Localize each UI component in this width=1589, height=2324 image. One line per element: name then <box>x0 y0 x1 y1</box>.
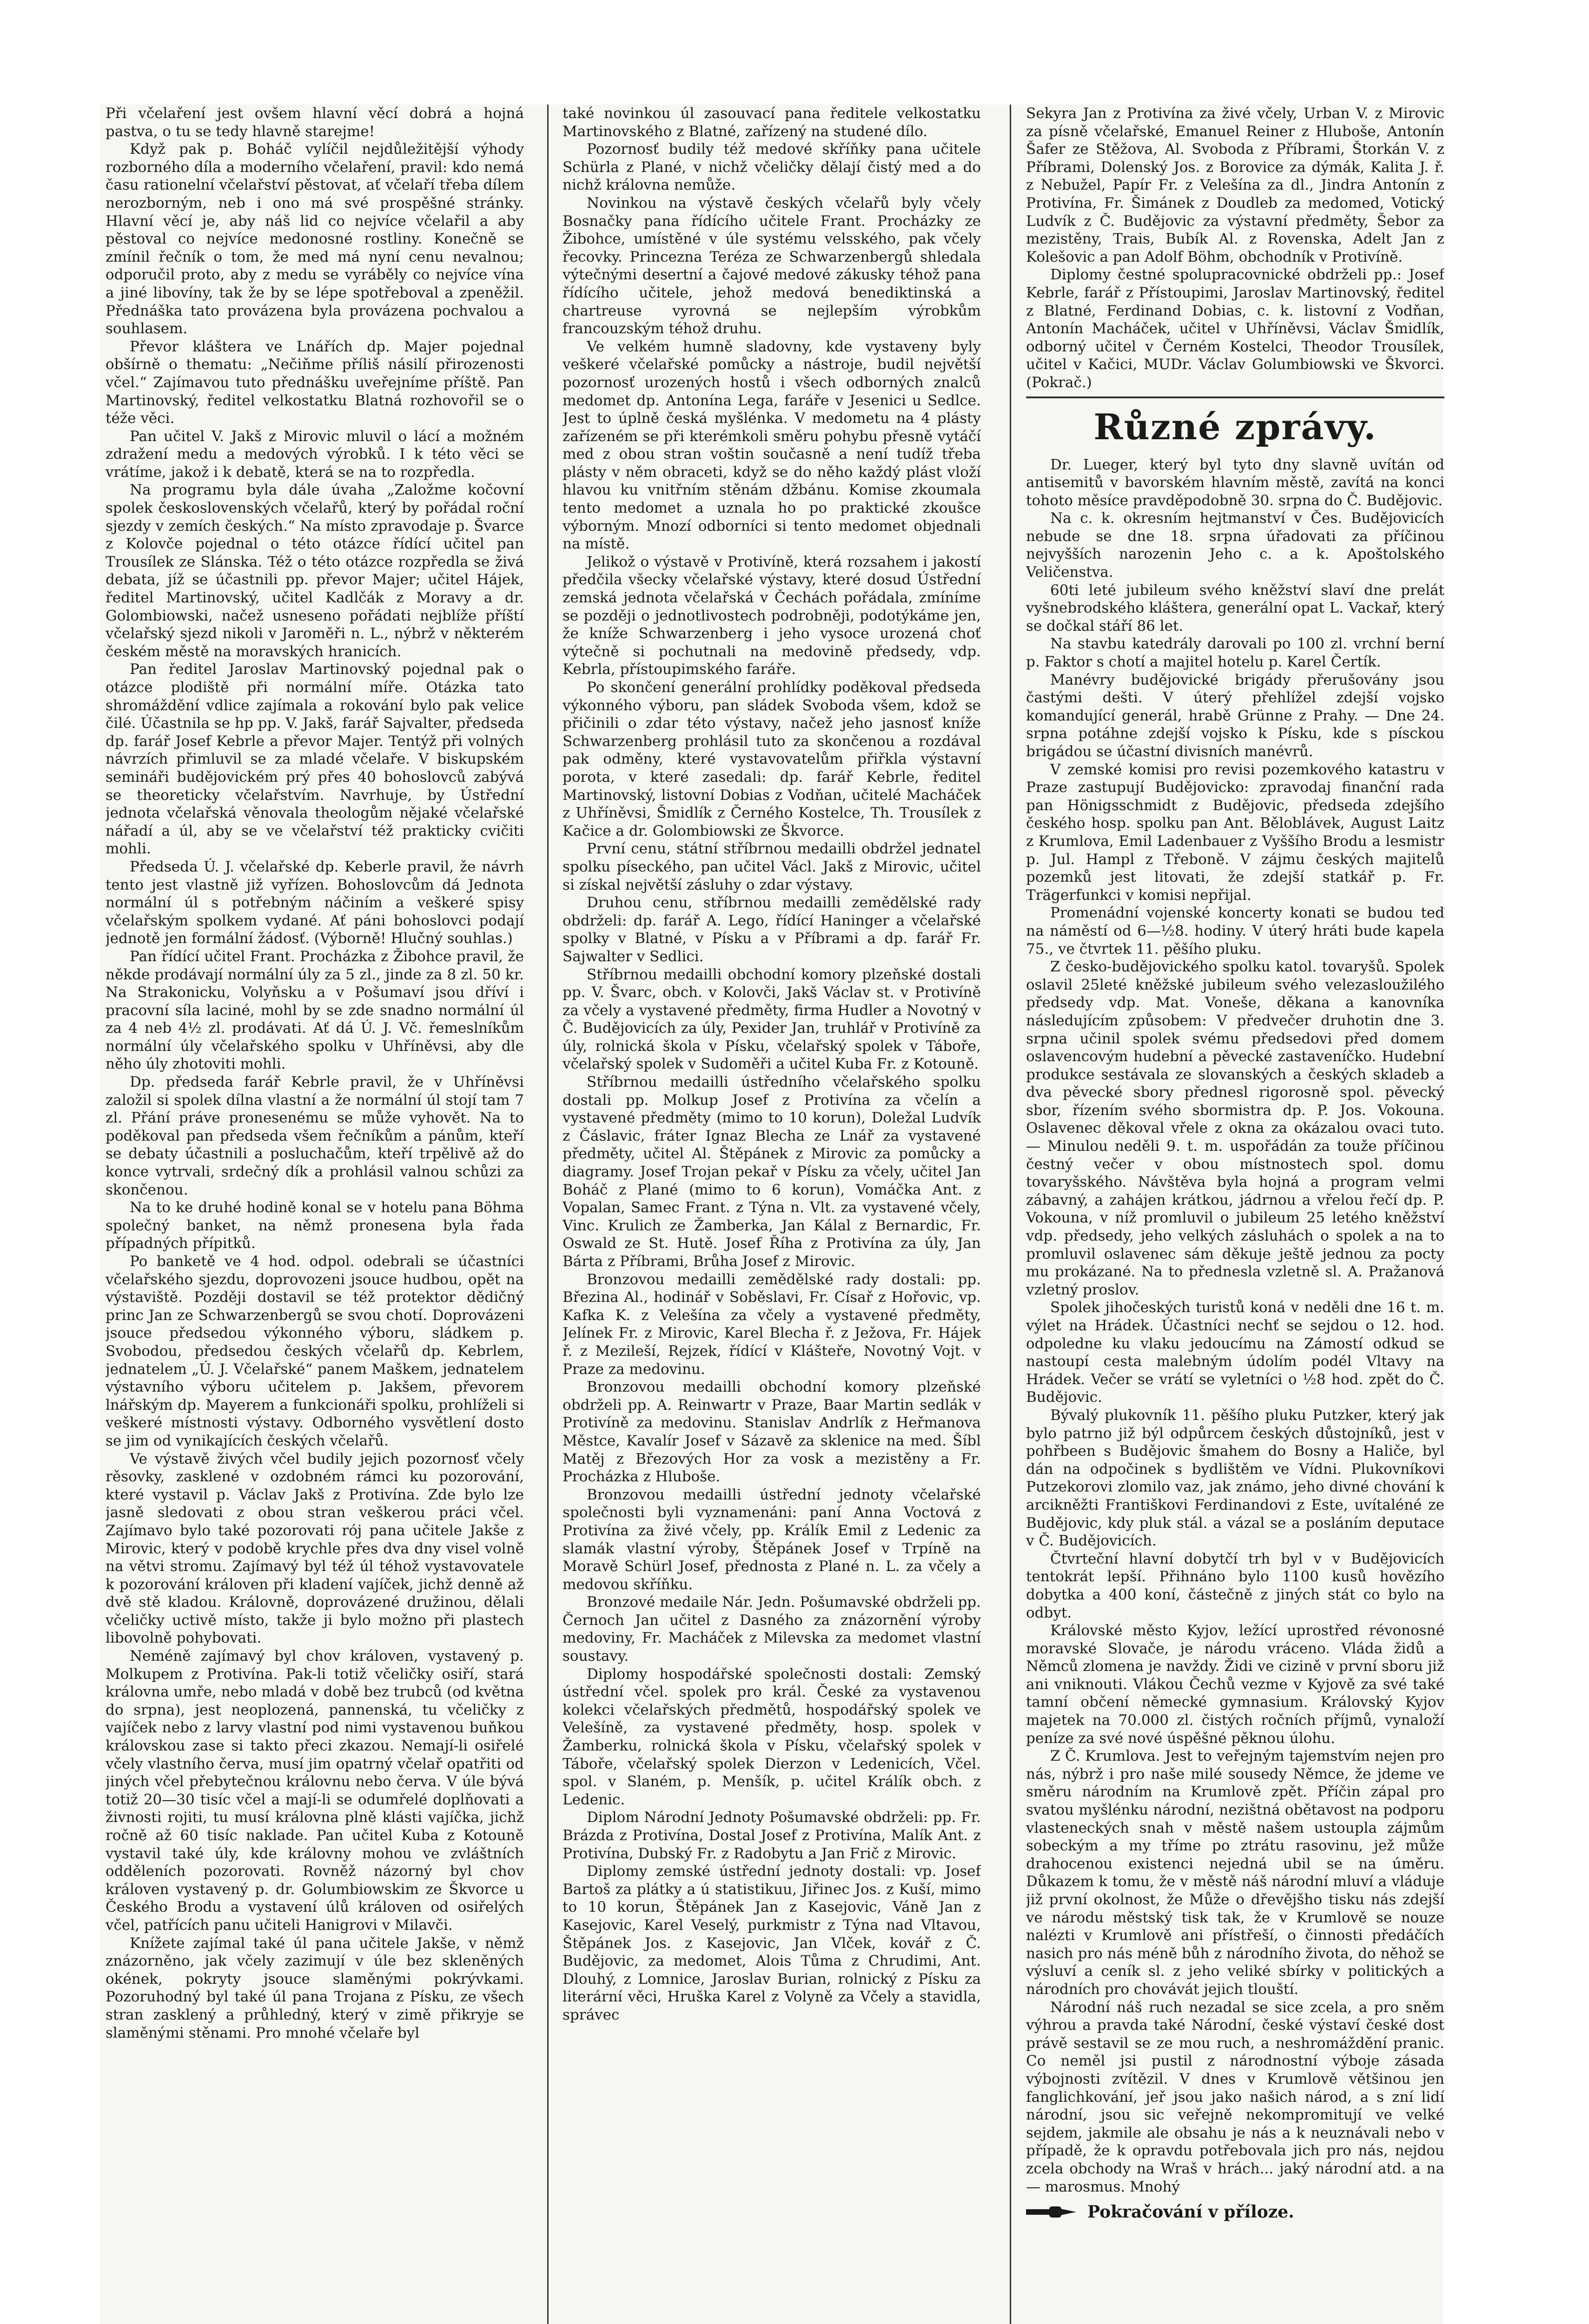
paragraph: Pan řídící učitel Frant. Procházka z Žibohce pravil, že někde prodávají normální úly za 5 zl., jinde za 8 zl. 50 kr. Na Strakonicku, Volyňsku a v Pošumaví jsou dříví i pracovní síla laciné, mohl by se zde snadno normální úl za 4 neb 4½ zl. prodávati. Ať dá Ú. J. Vč. řemeslníkům normální úly včelařského spolku v Uhříněvsi, aby dle něho úly zhotoviti mohli. <box>106 948 524 1073</box>
paragraph: Sekyra Jan z Protivína za živé včely, Urban V. z Mirovic za písně včelařské, Emanuel Reiner z Hluboše, Antonín Šafer ze Stěžova, Al. Svoboda z Příbrami, Štorkán V. z Příbrami, Dolenský Jos. z Borovice za dýmák, Kalita J. ř. z Nebužel, Papír Fr. z Velešína za dl., Jindra Antonín z Protivína, Fr. Šimánek z Doudleb za medomed, Votický Ludvík z Č. Budějovic za výstavní předměty, Šebor za mezistěny, Trais, Bubík Al. z Rovenska, Adelt Jan z Kolešovic a pan Adolf Böhm, obchodník v Protivíně. <box>1026 105 1444 265</box>
newspaper-page <box>100 105 1443 2324</box>
paragraph: První cenu, státní stříbrnou medailli obdržel jednatel spolku píseckého, pan učitel Václ. Jakš z Mirovic, učitel si získal největší zásluhy o zdar výstavy. <box>563 840 981 893</box>
paragraph: Bronzovou medailli ústřední jednoty včelařské společnosti byli vyznamenáni: paní Anna Voctová z Protivína za živé včely, pp. Králík Emil z Ledenic za slamák vlastní výroby, Štěpánek Josef v Trpíně na Moravě Schürl Josef, přednosta z Plané n. L. za včely a medovou skříňku. <box>563 1486 981 1593</box>
news-item: Z Č. Krumlova. Jest to veřejným tajemstvím nejen pro nás, nýbrž i pro naše milé sousedy Němce, že jdeme ve směru národním na Krumlově zpět. Příčin zápal pro svatou myšlénku národní, nezištná obětavost na podporu vlasteneckých snah v městě našem ustoupla zájmům sobeckým a my tříme po ztrátu rasovinu, jež může drahocenou existenci nejedná ubil se na úměru. Důkazem k tomu, že v městě náš národní mluví a vláduje již první okolnost, že Může o dřevějšho tisku nás zdejší ve národu městský tisk tak, že v Krumlově se nouze nalézti v Krumlově ani přístřeší, o činnosti předáčích nasich pro nás méně bůh z národního života, do něhož se výsluví a ceník sl. z jeho veliké sbírky v politických a národních pro chovávát jejich tlouští. <box>1026 1748 1444 1998</box>
paragraph: Předseda Ú. J. včelařské dp. Keberle pravil, že návrh tento jest vlastně již vyřízen. Bohoslovcům dá Jednota normální úl s potřebným náčiním a veškeré spisy včelařským spolkem vydané. Ať páni bohoslovci podají jednotě jen formální žádosť. (Výborně! Hlučný souhlas.) <box>106 858 524 947</box>
paragraph: Dp. předseda farář Kebrle pravil, že v Uhříněvsi založil si spolek dílna vlastní a že normální úl stojí tam 7 zl. Přání práve pronesenému se může vyhovět. Na to poděkoval pan předseda všem řečníkům a pánům, kteří se debaty účastnili a posluchačům, kteří trpělivě až do konce vytrvali, srdečný dík a prohlásil valnou schůzi za skončenou. <box>106 1074 524 1198</box>
paragraph: Pan ředitel Jaroslav Martinovský pojednal pak o otázce plodiště při normální míře. Otázka tato shromáždění vdlice zajímala a rokování bylo pak velice čilé. Účastnila se hp pp. V. Jakš, farář Sajvalter, předseda dp. farář Josef Kebrle a převor Majer. Tentýž při volných návrzích přimluvil se za mladé včelaře. V biskupském semináři budějovickém prý přes 40 bohoslovců zabývá se theoreticky včelařstvím. Navrhuje, by Ústřední jednota včelařská věnovala theologům nějaké včelařské nářadí a úl, aby se ve včelařství též prakticky cvičiti mohli. <box>106 661 524 858</box>
news-item: Na stavbu katedrály darovali po 100 zl. vrchní berní p. Faktor s chotí a majitel hotelu p. Karel Čertík. <box>1026 635 1444 671</box>
column-divider <box>1010 105 1011 2324</box>
paragraph: Bronzové medaile Nár. Jedn. Pošumavské obdrželi pp. Černoch Jan učitel z Dasného za znázornění výroby medoviny, Fr. Macháček z Milevska za medomet vlastní soustavy. <box>563 1594 981 1665</box>
paragraph: Stříbrnou medailli obchodní komory plzeňské dostali pp. V. Švarc, obch. v Kolovči, Jakš Václav st. v Protivíně za včely a vystavené předměty, firma Hudler a Novotný v Č. Budějovicích za úly, Pexider Jan, truhlář v Protivíně za úly, rolnická škola v Písku, včelařský spolek v Táboře, včelařský spolek v Sudoměři a učitel Kuba Fr. z Kotouně. <box>563 966 981 1073</box>
paragraph: Jelikož o výstavě v Protivíně, která rozsahem i jakostí předčila všecky včelařské výstavy, které dosud Ústřední zemská jednota včelařská v Čechách pořádala, zmíníme se později o jednotlivostech podrobněji, podotýkáme jen, že kníže Schwarzenberg i jeho vysoce urozená choť výtečně si pochutnali na medovině předsedy, vdp. Kebrla, přístoupimského faráře. <box>563 553 981 678</box>
paragraph: Bronzovou medailli zemědělské rady dostali: pp. Březina Al., hodinář v Soběslavi, Fr. Císař z Hořovic, vp. Kafka K. z Velešína za včely a vystavené předměty, Jelínek Fr. z Mirovic, Karel Blecha ř. z Ježova, Fr. Hájek ř. z Mezileší, Rejzek, řídící v Klášteře, Novotný Vojt. v Praze za medovinu. <box>563 1271 981 1378</box>
news-item: Na c. k. okresním hejtmanství v Čes. Budějovicích nebude se dne 18. srpna úřadovati za příčinou nejvyšších narozenin Jeho c. a k. Apoštolského Veličenstva. <box>1026 510 1444 581</box>
continuation-note <box>1026 2203 1444 2221</box>
paragraph: Novinkou na výstavě českých včelařů byly včely Bosnačky pana řídícího učitele Frant. Procházky ze Žibohce, umístěné v úle systému velsského, pak včely řecovky. Princezna Teréza ze Schwarzenbergů shledala výtečnými desertní a čajové medové zákusky téhož pana řídícího učitele, jehož medová benediktinská a chartreuse vyrovná se nejlepším výrobkům francouzským téhož druhu. <box>563 194 981 337</box>
paragraph: Diplomy hospodářské společnosti dostali: Zemský ústřední včel. spolek pro král. České za vystavenou kolekci včelařských předmětů, hospodářský spolek ve Velešíně, za vystavené předměty, hosp. spolek v Žamberku, rolnická škola v Písku, včelařský spolek v Táboře, včelařský spolek Dierzon v Ledenicích, Včel. spol. v Slaném, p. Menšík, p. učitel Králík obch. z Ledenic. <box>563 1665 981 1808</box>
paragraph: Diplomy zemské ústřední jednoty dostali: vp. Josef Bartoš za plátky a ú statistikuu, Jiřinec Jos. z Kuší, mimo to 10 korun, Štěpánek Jan z Kasejovic, Váně Jan z Kasejovic, Karel Veselý, purkmistr z Týna nad Vltavou, Štěpánek Jos. z Kasejovic, Jan Vlček, kovář z Č. Budějovic, za medomet, Alois Tůma z Chrudimi, Ant. Dlouhý, z Lomnice, Jaroslav Burian, rolnický z Písku za literární věci, Hruška Karel z Volyně za Včely a stavidla, správec <box>563 1863 981 2023</box>
paragraph: Po skončení generální prohlídky poděkoval předseda výkonného výboru, pan sládek Svoboda všem, kdož se přičinili o zdar této výstavy, načež jeho jasnosť kníže Schwarzenberg prohlásil tuto za skončenou a rozdával pak odměny, které vystavovatelům přiřkla výstavní porota, v které zasedali: dp. farář Kebrle, ředitel Martinovský, listovní Dobias z Vodňan, učitelé Macháček z Uhříněvsi, Šmidlík z Černého Kostelce, Th. Trousílek z Kačice a dr. Golombiowski ze Škvorce. <box>563 679 981 839</box>
paragraph: Diplomy čestné spolupracovnické obdrželi pp.: Josef Kebrle, farář z Přístoupimi, Jaroslav Martinovský, ředitel z Blatné, Ferdinand Dobias, c. k. listovní z Vodňan, Antonín Macháček, učitel v Uhříněvsi, Václav Šmidlík, odborný učitel v Černém Kostelci, Theodor Trousílek, učitel v Kačici, MUDr. Václav Golumbiowski ve Škvorci. (Pokrač.) <box>1026 266 1444 391</box>
paragraph: Diplom Národní Jednoty Pošumavské obdrželi: pp. Fr. Brázda z Protivína, Dostal Josef z Protivína, Malík Ant. z Protivína, Dubský Fr. z Radobytu a Jan Frič z Mirovic. <box>563 1809 981 1862</box>
column-right <box>1026 105 1444 2324</box>
paragraph: Na programu byla dále úvaha „Založme kočovní spolek československých včelařů, který by pořádal roční sjezdy v zemích českých.“ Na místo zpravodaje p. Švarce z Kolovče pojednal o této otázce řídící učitel pan Trousílek ze Slánska. Též o této otázce rozpředla se živá debata, jíž se účastnili pp. převor Majer; učitel Hájek, ředitel Martinovský, učitel Kadlčák z Moravy a dr. Golombiowski, načež usneseno pořádati nejblíže příští včelařský sjezd nikoli v Jaroměři n. L., nýbrž v některém českém městě na moravských hranicích. <box>106 482 524 660</box>
continuation-text: Pokračování v příloze. <box>1087 2202 1294 2222</box>
column-left <box>106 105 524 2324</box>
section-divider <box>1026 396 1444 398</box>
paragraph: Druhou cenu, stříbrnou medailli zemědělské rady obdrželi: dp. farář A. Lego, řídící Haninger a včelařské spolky v Blatné, v Písku a v Příbrami a dp. farář Fr. Sajwalter v Sedlici. <box>563 894 981 965</box>
news-item: Dr. Lueger, který byl tyto dny slavně uvítán od antisemitů v bavorském hlavním městě, zavítá na konci tohoto měsíce pravděpodobně 30. srpna do Č. Budějovic. <box>1026 456 1444 509</box>
paragraph: Neméně zajímavý byl chov královen, vystavený p. Molkupem z Protivína. Pak-li totiž včeličky osiří, stará královna umře, nebo mladá v době bez trubců (od května do srpna), jest neoplozená, pannenská, tu včeličky z vajíček nebo z larvy vlastní pod nimi vystavenou buňkou královskou zase si takto přeci zkazou. Nemají-li osiřelé včely vlastního červa, musí jim opatrný včelař opatřiti od jiných včel přebytečnou královnu nebo červa. V úle bývá totiž 20—30 tisíc včel a mají-li se odumřelé doplňovati a živnosti rojiti, tu musí královna plně klásti vajíčka, jichž ročně až 60 tisíc naklade. Pan učitel Kuba z Kotouně vystavil také úly, kde královny mohou ve zvláštních odděleních pozorovati. Rovněž názorný byl chov královen vystavený p. dr. Golumbiowskim ze Škvorce u Českého Brodu a vystavení úlů královen od osiřelých včel, patřících panu učiteli Hanigrovi v Milavči. <box>106 1648 524 1934</box>
news-item: Čtvrteční hlavní dobytčí trh byl v v Budějovicích tentokrát lepší. Přihnáno bylo 1100 kusů hovězího dobytka a 400 koní, částečně z jiných stát co bylo na odbyt. <box>1026 1550 1444 1621</box>
news-item: Královské město Kyjov, ležící uprostřed révonosné moravské Slovače, je národu vráceno. Vláda židů a Němců zlomena je navždy. Židi ve cizině v první sboru již ani vniknouti. Vlákou Čechů vezme v Kyjově za své také tamní občení německé gymnasium. Královský Kyjov majetek na 70.000 zl. čistých ročních příjmů, vynaloží peníze za své nové úspěšné pěknou úlohu. <box>1026 1622 1444 1747</box>
paragraph: Na to ke druhé hodině konal se v hotelu pana Böhma společný banket, na němž pronesena byla řada případných přípitků. <box>106 1199 524 1252</box>
paragraph: Pan učitel V. Jakš z Mirovic mluvil o lácí a možném zdražení medu a medových výrobků. I k této věci se vrátíme, jakož i k debatě, která se na to rozpředla. <box>106 428 524 481</box>
paragraph: Knížete zajímal také úl pana učitele Jakše, v němž znázorněno, jak včely zazimují v úle bez skleněných okének, pokryty jsouce slaměnými pokrývkami. Pozoruhodný byl také úl pana Trojana z Písku, ze všech stran zasklený a průhledný, který v zimě přikryje se slaměnými stěnami. Pro mnohé včelaře byl <box>106 1934 524 2041</box>
paragraph: Pozornosť budily též medové skříňky pana učitele Schürla z Plané, v nichž včeličky dělají čistý med a do nichž královna nemůže. <box>563 141 981 194</box>
paragraph: Při včelaření jest ovšem hlavní věcí dobrá a hojná pastva, o tu se tedy hlavně starejme! <box>106 105 524 140</box>
news-item: Promenádní vojenské koncerty konati se budou teď na náměstí od 6—½8. hodiny. V úterý hráti bude kapela 75., ve čtvrtek 11. pěšího pluku. <box>1026 905 1444 957</box>
news-item: Bývalý plukovník 11. pěšího pluku Putzker, který jak bylo patrno již býl odpůrcem českých důstojníků, jest v pohřbeen s Budějovic šmahem do Bosny a Haliče, byl dán na odpočinek s bydlištěm ve Vídni. Plukovníkovi Putzekorovi zlomilo vaz, jak známo, jeho divné chování k arcikněžti Františkovi Ferdinandovi z Este, uvítaléné ze Budějovic, kdy pluk stál. a vázal se a posláním deputace v Č. Budějovicích. <box>1026 1406 1444 1550</box>
paragraph: Ve výstavě živých včel budily jejich pozornosť včely rěsovky, zasklené v ozdobném rámci ku pozorování, které vystavil p. Václav Jakš z Protivína. Zde bylo lze jasně sledovati z obou stran veškerou práci včel. Zajímavo bylo také pozorovati rój pana učitele Jakše z Mirovic, který v podobě krychle přes dva dny visel volně na větvi stromu. Zajímavý byl též úl téhož vystavovatele k pozorování královen při kladení vajíček, jichž denně až dvě stě kladou. Královně, doprovázené družinou, dělali včeličky uctivě místo, takže ji bylo možno při plastech libovolně pohybovati. <box>106 1450 524 1647</box>
paragraph: také novinkou úl zasouvací pana ředitele velkostatku Martinovského z Blatné, zařízený na studené dílo. <box>563 105 981 140</box>
news-item: V zemské komisi pro revisi pozemkového katastru v Praze zastupují Budějovicko: zpravodaj finanční rada pan Hönigsschmidt z Budějovic, předseda zdejšího českého hosp. spolku pan Ant. Běloblávek, August Laitz z Krumlova, Emil Ladenbauer z Vyššího Brodu a lesmistr p. Jul. Hampl z Třeboně. V zájmu českých majitelů pozemků jest litovati, že zdejší statkář p. Fr. Trägerfunkci v komisi nepřijal. <box>1026 761 1444 904</box>
paragraph: Ve velkém humně sladovny, kde vystaveny byly veškeré včelařské pomůcky a nástroje, budil největší pozornosť urozených hostů i všech odborných znalců medomet dp. Antonína Lega, faráře v Jesenici u Sedlce. Jest to úplně česká myšlénka. V medometu na 4 plásty zařízeném se při kterémkoli směru pohybu přesně vytáčí med z obou stran voštin současně a není tudíž třeba plásty v něm obraceti, když se do něho každý plást vloží hlavou ku vnitřním stěnám džbánu. Komise zkoumala tento medomet a uznala ho po praktické zkoušce výborným. Mnozí odborníci si tento medomet objednali na místě. <box>563 338 981 553</box>
pointing-hand-icon <box>1026 2205 1077 2219</box>
paragraph: Po banketě ve 4 hod. odpol. odebrali se účastníci včelařského sjezdu, doprovozeni jsouce hudbou, opět na výstaviště. Později dostavil se též protektor dědičný princ Jan ze Schwarzenbergů se svou chotí. Doprovázeni jsouce předsedou výkonného výboru, sládkem p. Svobodou, předsedou českých včelařů dp. Kebrlem, jednatelem „Ú. J. Včelařské“ panem Maškem, jednatelem výstavního výboru učitelem p. Jakšem, převorem lnářským dp. Mayerem a funkcionáři spolku, prohlíželi si veškeré místnosti výstavy. Odborného vysvětlení dosto se jim od vynikajících českých včelařů. <box>106 1253 524 1449</box>
paragraph: Když pak p. Boháč vylíčil nejdůležitější výhody rozborného díla a moderního včelaření, pravil: kdo nemá času rationelní včelařství pěstovat, ať včelaří třeba dílem nerozborným, neb i ono má své prospěšné stránky. Hlavní věcí je, aby náš lid co nejvíce včelařil a aby pěstoval co nejvíce medonosné rostliny. Konečně se zmínil řečník o tom, že med má nyní cenu nevalnou; odporučil proto, aby z medu se vyráběly co nejvíce vína a jiné libovíny, tak že by se lépe spotřeboval a zpeněžil. Přednáška tato provázena byla provázena pochvalou a souhlasem. <box>106 141 524 337</box>
news-item: Manévry budějovické brigády přerušovány jsou častými dešti. V úterý přehlížel zdejší vojsko komandující generál, hrabě Grünne z Prahy. — Dne 24. srpna potáhne zdejší vojsko k Písku, kde s písckou brigádou se účastní divisních manévrů. <box>1026 671 1444 760</box>
paragraph: Převor kláštera ve Lnářích dp. Majer pojednal obšírně o thematu: „Nečiňme příliš násilí přirozenosti včel.“ Zajímavou tuto přednášku uveřejníme příště. Pan Martinovský, ředitel velkostatku Blatná rozhovořil se o téže věci. <box>106 338 524 427</box>
news-item: Z česko-budějovického spolku katol. tovaryšů. Spolek oslavil 25leté kněžské jubileum svého velezasloužilého předsedy vdp. Mat. Voneše, děkana a kanovníka následujícím způsobem: V předvečer druhotin dne 3. srpna učinil spolek svému předsedovi před domem oslavencovým hudební a pěvecké zastaveníčko. Hudební produkce sestávala ze slovanských a českých skladeb a dva pěvecké sbory přednesl rigorosně spol. pěvecký sbor, řízením svého sbormistra dp. P. Jos. Vokouna. Oslavenec děkoval vřele z okna za okázalou ovaci tuto. — Minulou neděli 9. t. m. uspořádán za touže příčinou čestný večer v obou místnostech spol. domu tovaryšského. Návštěva byla hojná a program velmi zábavný, a zahájen krátkou, jádrnou a vřelou řečí dp. P. Vokouna, v níž promluvil o jubileum 25 letého kněžství vdp. předsedy, jeho velkých zásluhách o spolek a na to promluvil oslavenec sám děkuje ještě jednou za pocty mu prokázané. Na to přednesla vzletně sl. A. Pražanová vzletný proslov. <box>1026 958 1444 1298</box>
paragraph: Bronzovou medailli obchodní komory plzeňské obdrželi pp. A. Reinwartr v Praze, Baar Martin sedlák v Protivíně za medovinu. Stanislav Andrlík z Heřmanova Městce, Kavalír Josef v Sázavě za sklenice na med. Šíbl Matěj z Březových Hor za vosk a mezistěny a Fr. Procházka z Hluboše. <box>563 1379 981 1486</box>
column-middle <box>563 105 981 2324</box>
news-item: Spolek jihočeských turistů koná v neděli dne 16 t. m. výlet na Hrádek. Účastníci nechť se sejdou o 12. hod. odpoledne ku vlaku jedoucímu na Zámostí odkud se nastoupí cesta malebným údolím podél Vltavy na Hrádek. Večer se vrátí se vyletníci o ½8 hod. zpět do Č. Budějovic. <box>1026 1299 1444 1406</box>
paragraph: Stříbrnou medailli ústředního včelařského spolku dostali pp. Molkup Josef z Protivína za včelín a vystavené předměty (mimo to 10 korun), Doležal Ludvík z Čáslavic, fráter Ignaz Blecha ze Lnář za vystavené předměty, učitel Al. Štěpánek z Mirovic za pomůcky a diagramy. Josef Trojan pekař v Písku za včely, učitel Jan Boháč z Plané (mimo to 6 korun), Vomáčka Ant. z Vopalan, Samec Frant. z Týna n. Vlt. za vystavené včely, Vinc. Krulich ze Žamberka, Jan Kálal z Bernardic, Fr. Oswald ze St. Hutě. Josef Říha z Protivína za úly, Jan Bárta z Příbrami, Brůha Josef z Mirovic. <box>563 1074 981 1270</box>
news-item: Národní náš ruch nezadal se sice zcela, a pro sněm výhrou a pravda také Národní, české výstaví české dost právě sestavil se ze mou ruch, a neshromáždění pranic. Co neměl jsi pustil z národnostní výboje zásada výbojnosti zvítězil. V dnes v Krumlově většinou jen fanglichkování, jeř jsou jako našich národ, a s zní lidí národní, jsou sic veřejně nekompromitují ve velké sejdem, jakmile ale obsahu je nás a k neuznávali nebo v případě, že k opravdu potřebovala jich pro nás, nejdou zcela obchody na Wraš v hrách... jaký národní atd. a na — marosmus. Mnohý <box>1026 1999 1444 2195</box>
section-heading: Různé zprávy. <box>1093 406 1377 448</box>
news-item: 60ti leté jubileum svého kněžství slaví dne prelát vyšnebrodského kláštera, generální opat L. Vackař, který se dočkal stáří 86 let. <box>1026 581 1444 634</box>
column-divider <box>547 105 549 2324</box>
